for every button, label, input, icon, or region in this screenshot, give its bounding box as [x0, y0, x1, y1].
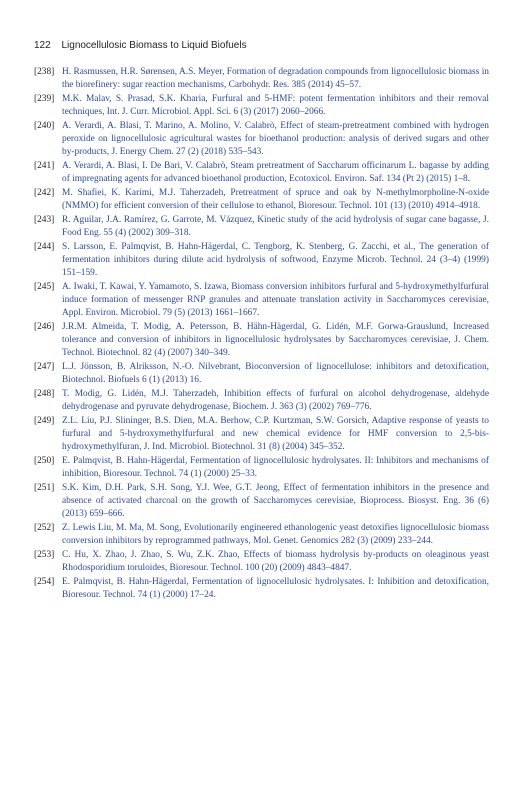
reference-text[interactable]: M. Shafiei, K. Karimi, M.J. Taherzadeh, Pretreatment of spruce and oak by N-methylmorpholine-N-oxide (NMMO) for efficient conversion of their cellulose to ethanol, Bioresour. Technol. 101 (13) (2010) 4914–4918.: [62, 188, 489, 211]
reference-number: [246]: [34, 322, 55, 333]
reference-item[interactable]: [34, 522, 489, 548]
reference-number: [242]: [34, 188, 55, 199]
reference-item[interactable]: [34, 388, 489, 414]
reference-item[interactable]: [34, 66, 489, 92]
reference-item[interactable]: [34, 482, 489, 520]
reference-item[interactable]: [34, 281, 489, 319]
reference-number: [239]: [34, 94, 55, 105]
reference-item[interactable]: [34, 321, 489, 359]
reference-item[interactable]: [34, 160, 489, 186]
reference-text[interactable]: Z. Lewis Liu, M. Ma, M. Song, Evolutionarily engineered ethanologenic yeast detoxifies lignocellulosic biomass conversion inhibitors by reprogrammed pathways, Mol. Genet. Genomics 282 (3) (2009) 233–244.: [62, 523, 489, 546]
reference-item[interactable]: [34, 455, 489, 481]
reference-text[interactable]: E. Palmqvist, B. Hahn-Hägerdal, Fermentation of lignocellulosic hydrolysates. I: Inhibition and detoxification, Bioresour. Technol. 74 (1) (2000) 17–24.: [62, 577, 489, 601]
reference-number: [244]: [34, 242, 55, 253]
reference-item[interactable]: [34, 241, 489, 279]
reference-number: [252]: [34, 523, 55, 534]
reference-number: [253]: [34, 550, 55, 561]
reference-text[interactable]: A. Verardi, A. Blasi, I. De Bari, V. Calabrò, Steam pretreatment of Saccharum officinarum L. bagasse by adding of impregnating agents for advanced bioethanol production, Ecotoxicol. Environ. Saf. 134 (Pt 2) (2015) 1–8.: [62, 161, 489, 184]
reference-text[interactable]: S. Larsson, E. Palmqvist, B. Hahn-Hägerdal, C. Tengborg, K. Stenberg, G. Zacchi, et al., The generation of fermentation inhibitors during dilute acid hydrolysis of softwood, Enzyme Microb. Technol. 24 (3–4) (1999) 151–159.: [62, 242, 489, 278]
reference-text[interactable]: E. Palmqvist, B. Hahn-Hägerdal, Fermentation of lignocellulosic hydrolysates. II: Inhibitors and mechanisms of inhibition, Bioresour. Technol. 74 (1) (2000) 25–33.: [62, 456, 489, 479]
reference-text[interactable]: T. Modig, G. Lidén, M.J. Taherzadeh, Inhibition effects of furfural on alcohol dehydrogenase, aldehyde dehydrogenase and pyruvate dehydrogenase, Biochem. J. 363 (3) (2002) 769–776.: [62, 389, 489, 412]
reference-text[interactable]: M.K. Malav, S. Prasad, S.K. Kharia, Furfural and 5-HMF: potent fermentation inhibitors and their removal techniques, Int. J. Curr. Microbiol. Appl. Sci. 6 (3) (2017) 2060–2066.: [62, 94, 489, 117]
reference-text[interactable]: L.J. Jönsson, B. Alriksson, N.-O. Nilvebrant, Bioconversion of lignocellulose: inhibitors and detoxification, Biotechnol. Biofuels 6 (1) (2013) 16.: [62, 362, 489, 385]
reference-item[interactable]: [34, 187, 489, 213]
reference-number: [250]: [34, 456, 55, 467]
reference-number: [254]: [34, 577, 55, 588]
reference-text[interactable]: H. Rasmussen, H.R. Sørensen, A.S. Meyer, Formation of degradation compounds from lignocellulosic biomass in the biorefinery: sugar reaction mechanisms, Carbohydr. Res. 385 (2014) 45–57.: [62, 67, 489, 90]
reference-number: [247]: [34, 362, 55, 373]
page-header: [34, 40, 247, 51]
reference-text[interactable]: A. Verardi, A. Blasi, T. Marino, A. Molino, V. Calabrò, Effect of steam-pretreatment combined with hydrogen peroxide on lignocellulosic agricultural wastes for bioethanol production: analysis of derived sugars and other by-products, J. Energy Chem. 27 (2) (2018) 535–543.: [62, 121, 489, 157]
reference-text[interactable]: R. Aguilar, J.A. Ramírez, G. Garrote, M. Vázquez, Kinetic study of the acid hydrolysis of sugar cane bagasse, J. Food Eng. 55 (4) (2002) 309–318.: [62, 215, 489, 239]
reference-item[interactable]: [34, 549, 489, 575]
reference-number: [251]: [34, 483, 55, 494]
reference-item[interactable]: [34, 415, 489, 453]
page-number: 122: [34, 40, 51, 51]
reference-text[interactable]: S.K. Kim, D.H. Park, S.H. Song, Y.J. Wee, G.T. Jeong, Effect of fermentation inhibitors in the presence and absence of activated charcoal on the growth of Saccharomyces cerevisiae, Bioprocess. Biosyst. Eng. 36 (6) (2013) 659–666.: [62, 483, 489, 519]
reference-text[interactable]: C. Hu, X. Zhao, J. Zhao, S. Wu, Z.K. Zhao, Effects of biomass hydrolysis by-products on oleaginous yeast Rhodosporidium toruloides, Bioresour. Technol. 100 (20) (2009) 4843–4847.: [62, 550, 489, 573]
reference-text[interactable]: Z.L. Liu, P.J. Slininger, B.S. Dien, M.A. Berhow, C.P. Kurtzman, S.W. Gorsich, Adaptive response of yeasts to furfural and 5-hydroxymethylfurfural and new chemical evidence for HMF conversion to 2,5-bis-hydroxymethylfuran, J. Ind. Microbiol. Biotechnol. 31 (8) (2004) 345–352.: [62, 416, 489, 452]
running-title: Lignocellulosic Biomass to Liquid Biofuels: [61, 40, 247, 51]
reference-list: [34, 66, 489, 603]
reference-number: [238]: [34, 67, 55, 77]
reference-number: [245]: [34, 282, 55, 293]
reference-number: [249]: [34, 416, 55, 427]
reference-item[interactable]: [34, 361, 489, 387]
reference-text[interactable]: A. Iwaki, T. Kawai, Y. Yamamoto, S. Izawa, Biomass conversion inhibitors furfural and 5-hydroxymethylfurfural induce formation of messenger RNP granules and attenuate translation activity in Saccharomyces cerevisiae, Appl. Environ. Microbiol. 79 (5) (2013) 1661–1667.: [62, 282, 489, 318]
reference-item[interactable]: [34, 93, 489, 119]
reference-number: [240]: [34, 121, 55, 132]
reference-item[interactable]: [34, 214, 489, 240]
reference-item[interactable]: [34, 576, 489, 602]
reference-number: [241]: [34, 161, 55, 172]
reference-number: [243]: [34, 215, 55, 226]
reference-item[interactable]: [34, 120, 489, 158]
reference-text[interactable]: J.R.M. Almeida, T. Modig, A. Petersson, B. Hähn-Hägerdal, G. Lidén, M.F. Gorwa-Grauslund, Increased tolerance and conversion of inhibitors in lignocellulosic hydrolysates by Saccharomyces cerevisiae, J. Chem. Technol. Biotechnol. 82 (4) (2007) 340–349.: [62, 322, 489, 358]
reference-number: [248]: [34, 389, 55, 400]
